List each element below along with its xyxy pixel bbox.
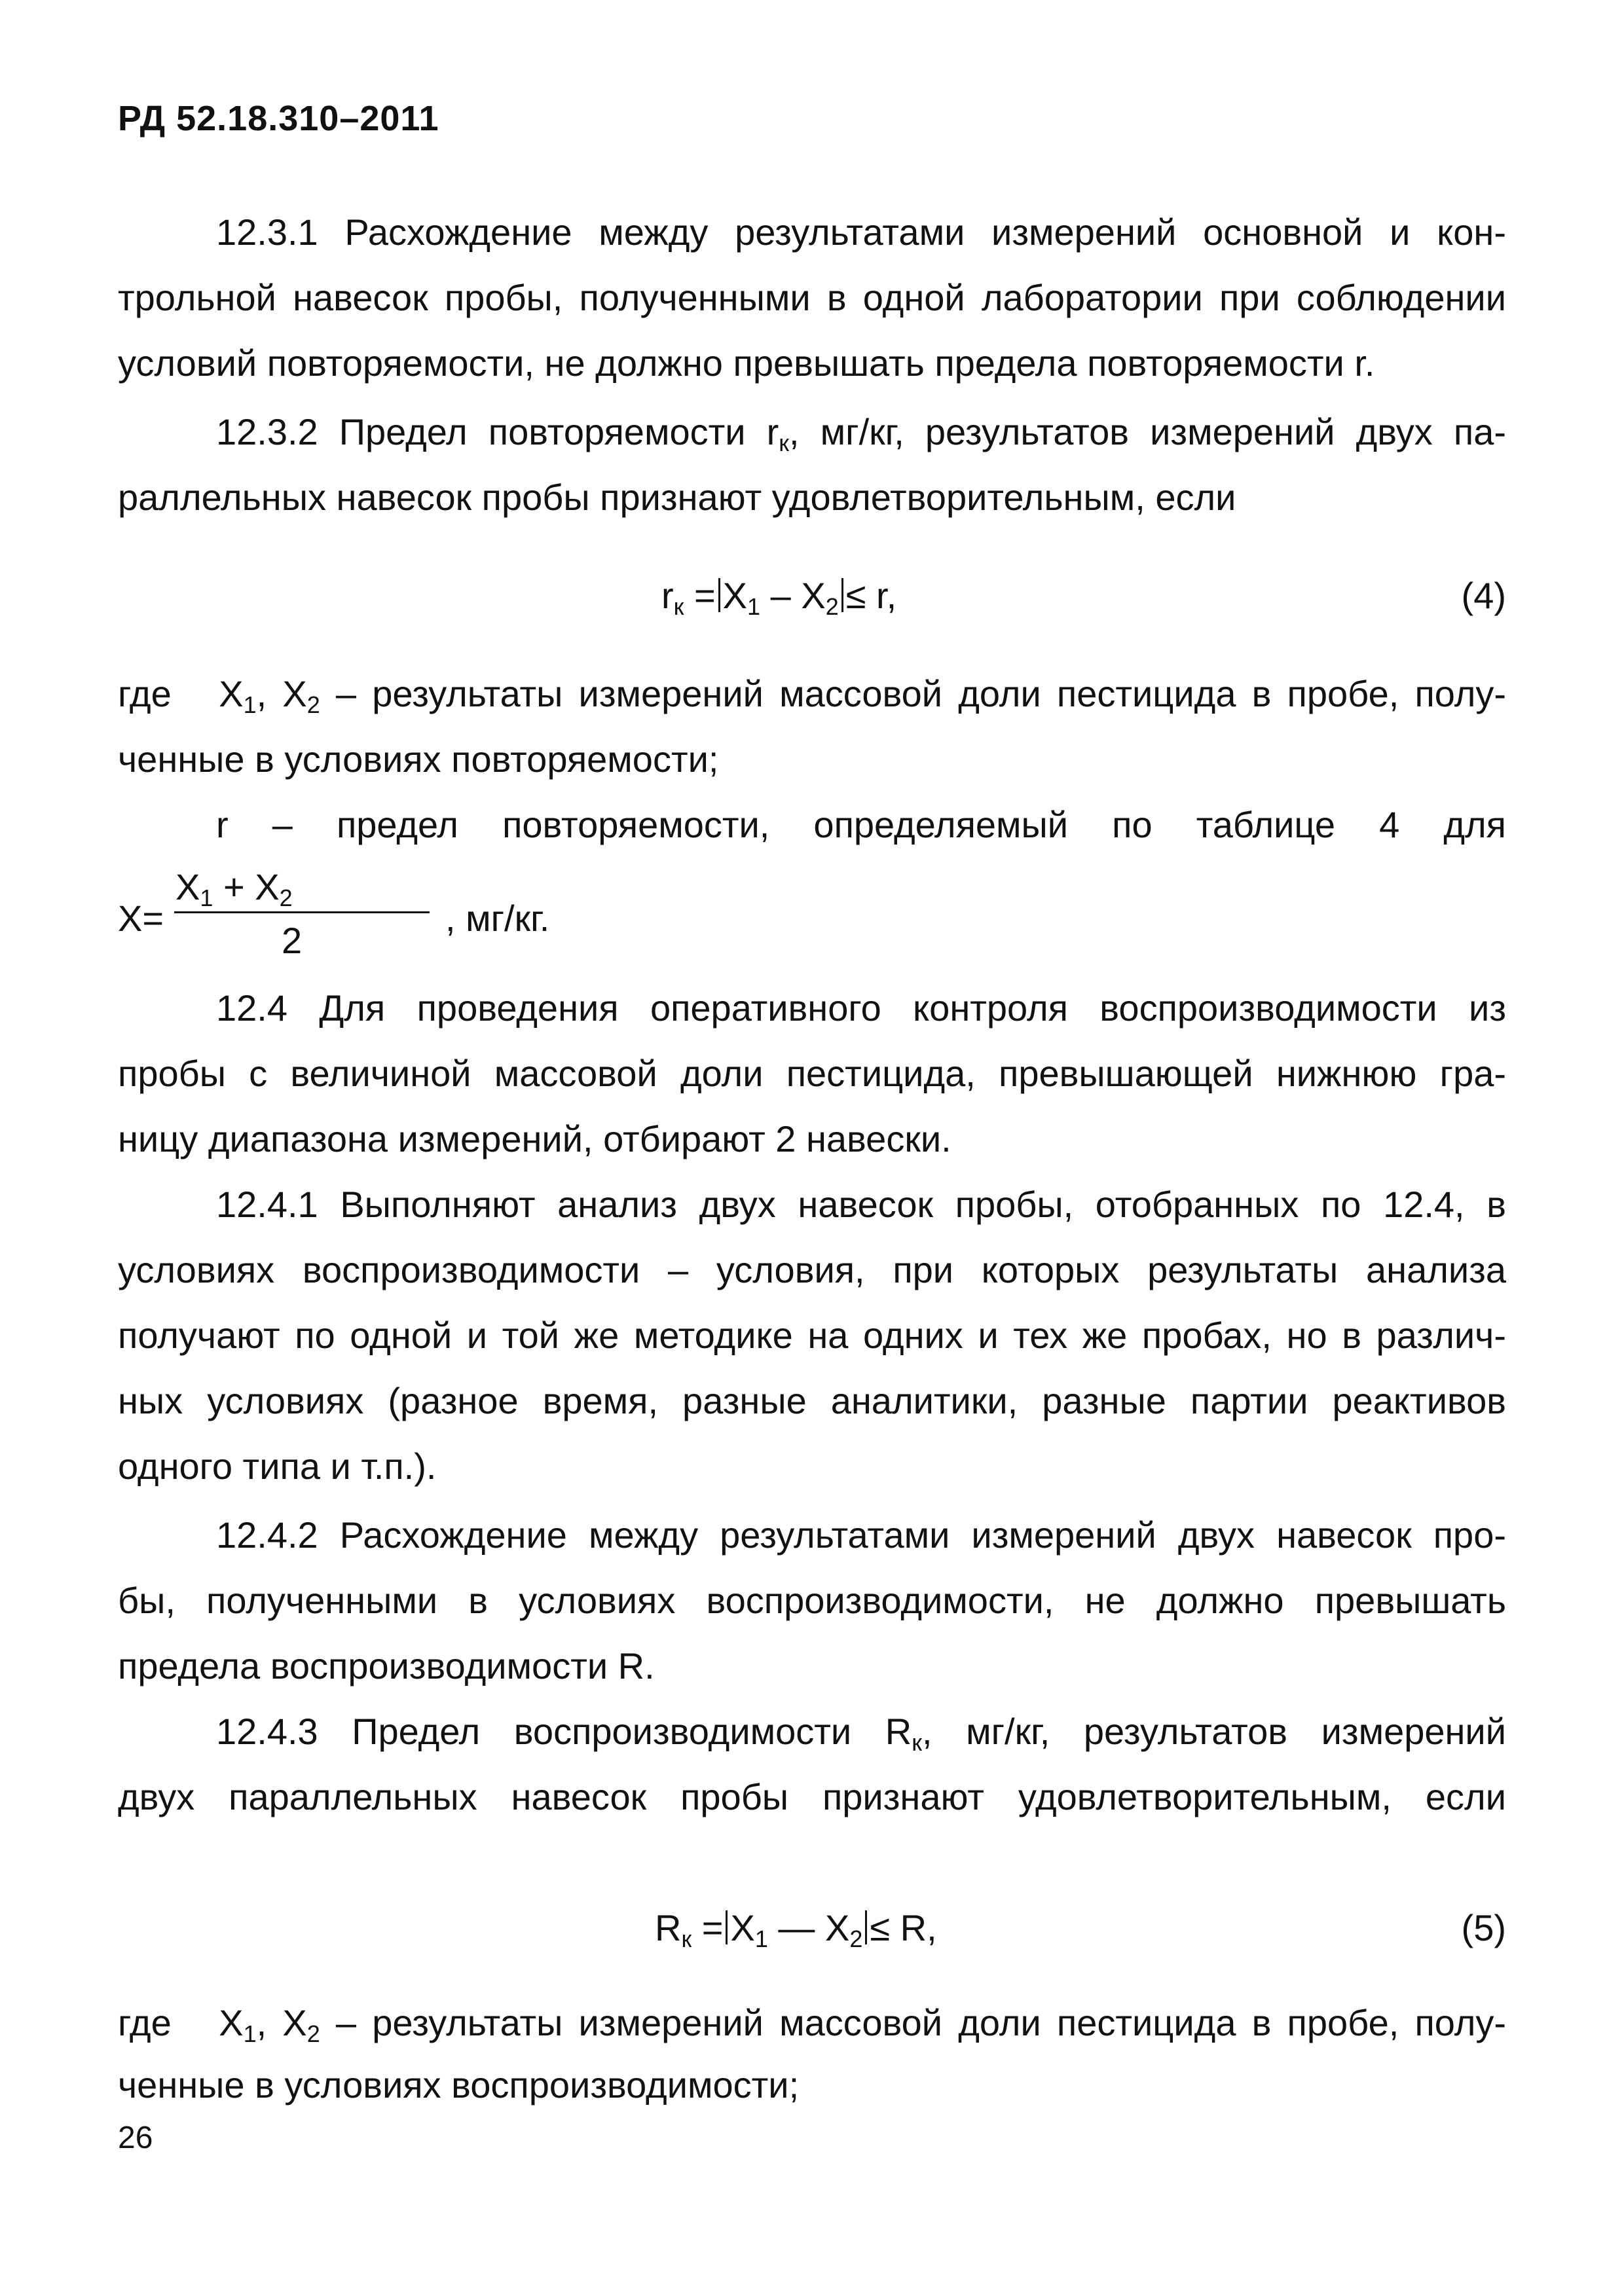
paragraph-line: бы, полученными в условиях воспроизводимости, не должно превышать — [118, 1580, 1506, 1621]
paragraph-line: получают по одной и той же методике на одних и тех же пробах, но в различ- — [118, 1315, 1506, 1356]
paragraph-line: 12.3.2 Предел повторяемости $r_к$, мг/кг, результатов измерений двух па- — [216, 411, 1506, 456]
paragraph-line: раллельных навесок пробы признают удовлетворительным, если — [118, 477, 1236, 518]
document-header: РД 52.18.310–2011 — [118, 99, 439, 138]
abs-bar-icon — [841, 578, 843, 612]
paragraph-line: трольной навесок пробы, полученными в одной лаборатории при соблюдении — [118, 277, 1506, 318]
abs-bar-icon — [865, 1910, 867, 1944]
paragraph-line: 12.4 Для проведения оперативного контроля воспроизводимости из — [216, 987, 1506, 1029]
equation-5: $R_к = X_1$ — $X_2 \le R$, — [655, 1907, 937, 1952]
paragraph-line: 12.4.1 Выполняют анализ двух навесок пробы, отобранных по 12.4, в — [216, 1184, 1506, 1225]
paragraph-line: ченные в условиях воспроизводимости; — [118, 2064, 800, 2105]
equation-4: $r_к = X_1 - X_2 \le r$, — [661, 575, 897, 620]
paragraph-line: условиях воспроизводимости – условия, при которых результаты анализа — [118, 1249, 1506, 1290]
equation-number: (4) — [1461, 575, 1506, 616]
paragraph-line: где $X_1$, $X_2$ – результаты измерений массовой доли пестицида в пробе, полу- — [118, 673, 1507, 718]
paragraph-line: 12.3.1 Расхождение между результатами измерений основной и кон- — [216, 211, 1506, 253]
paragraph-line: ницу диапазона измерений, отбирают 2 навески. — [118, 1118, 951, 1159]
paragraph-line: ченные в условиях повторяемости; — [118, 738, 719, 780]
paragraph-line: двух параллельных навесок пробы признают удовлетворительным, если — [118, 1776, 1506, 1817]
document-page: РД 52.18.310–2011 12.3.1 Расхождение между результатами измерений основной и кон- трольной навесок пробы, полученными в одной лаборатории при соблюдении условий повторяемости, не должно превышать предела повторяемости r. 12.3.2 Предел повторяемости $r_к$, мг/кг, результатов измерений двух па- раллельных навесок пробы признают удовлетворительным, если $r_к = X_1 - X_2 \le r$, (4) где $X_1$, $X_2$ – результаты измерений массовой доли пестицида в пробе, полу- ченные в условиях повторяемости; r – предел повторяемости, определяемый по таблице 4 для X= $X_1 + X_2$ 2 , мг/кг. 12.4 Для проведения оперативного контроля воспроизводимости из пробы с величиной массовой доли пестицида, превышающей нижнюю гра- ницу диапазона измерений, отбирают 2 навески. 12.4.1 Выполняют анализ двух навесок пробы, отобранных по 12.4, в условиях воспроизводимости – условия, при которых результаты анализа получают по одной и той же методике на одних и тех же пробах, но в различ- ных условиях (разное время, разные аналитики, разные партии реактивов одного типа и т.п.). 12.4.2 Расхождение между результатами измерений двух навесок про- бы, полученными в условиях воспроизводимости, не должно превышать предела воспроизводимости R. 12.4.3 Предел воспроизводимости $R_к$, мг/кг, результатов измерений двух параллельных навесок пробы признают удовлетворительным, если $R_к = X_1$ — $X_2 \le R$, (5) где $X_1$, $X_2$ – результаты измерений массовой доли пестицида в пробе, полу- ченные в условиях воспроизводимости; 26 — [118, 99, 1507, 2155]
paragraph-line: ных условиях (разное время, разные аналитики, разные партии реактивов — [118, 1380, 1506, 1421]
fraction-bar — [174, 911, 430, 913]
paragraph-line: одного типа и т.п.). — [118, 1446, 437, 1487]
paragraph-line: условий повторяемости, не должно превышать предела повторяемости r. — [118, 342, 1375, 384]
page-number: 26 — [118, 2121, 153, 2155]
paragraph-line: где $X_1$, $X_2$ – результаты измерений массовой доли пестицида в пробе, полу- — [118, 2002, 1507, 2047]
equation-number: (5) — [1461, 1907, 1506, 1948]
paragraph-line: 12.4.2 Расхождение между результатами измерений двух навесок про- — [216, 1514, 1506, 1556]
paragraph-line: пробы с величиной массовой доли пестицида, превышающей нижнюю гра- — [118, 1053, 1506, 1094]
abs-bar-icon — [718, 578, 720, 612]
paragraph-line: предела воспроизводимости R. — [118, 1645, 655, 1686]
paragraph-line: 12.4.3 Предел воспроизводимости $R_к$, мг/кг, результатов измерений — [216, 1711, 1506, 1756]
abs-bar-icon — [726, 1910, 728, 1944]
paragraph-line: r – предел повторяемости, определяемый по таблице 4 для — [216, 804, 1506, 845]
